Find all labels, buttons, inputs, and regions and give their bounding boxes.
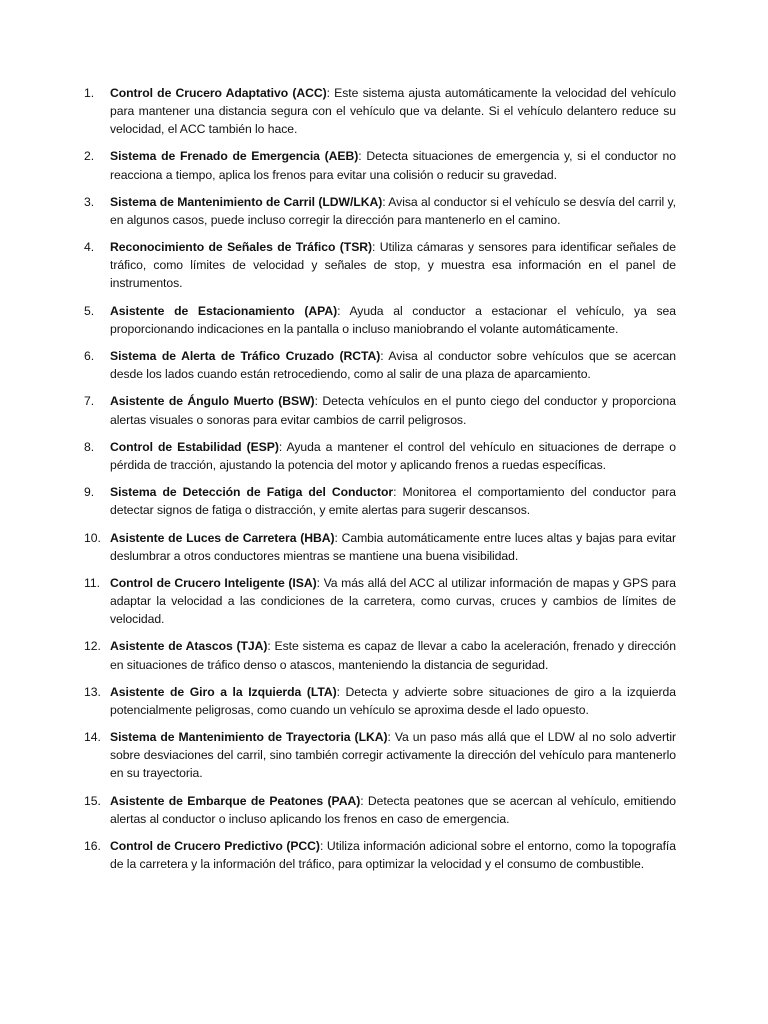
item-term: Asistente de Giro a la Izquierda (LTA) bbox=[110, 684, 337, 699]
list-item bbox=[84, 193, 676, 229]
item-body bbox=[110, 792, 676, 828]
item-body bbox=[110, 683, 676, 719]
item-body bbox=[110, 84, 676, 138]
item-term: Asistente de Atascos (TJA) bbox=[110, 639, 268, 654]
item-term: Control de Crucero Adaptativo (ACC) bbox=[110, 86, 327, 100]
item-term: Control de Estabilidad (ESP) bbox=[110, 439, 279, 454]
numbered-list bbox=[84, 84, 676, 882]
item-term: Sistema de Alerta de Tráfico Cruzado (RCTA) bbox=[110, 349, 381, 364]
item-number: 7. bbox=[84, 394, 95, 409]
item-body bbox=[110, 837, 676, 873]
item-number: 4. bbox=[84, 240, 95, 255]
item-number: 9. bbox=[84, 485, 95, 500]
item-text: : Ayuda al conductor a estacionar el vehículo, ya sea proporcionando indicaciones en la pantalla o incluso maniobrando el volante automáticamente. bbox=[110, 303, 676, 336]
list-item bbox=[84, 347, 676, 383]
item-term: Asistente de Luces de Carretera (HBA) bbox=[110, 530, 335, 545]
item-body bbox=[110, 302, 676, 338]
list-item bbox=[84, 728, 676, 782]
item-body bbox=[110, 347, 676, 383]
list-item bbox=[84, 792, 676, 828]
item-text: : Este sistema ajusta automáticamente la velocidad del vehículo para mantener una distancia segura con el vehículo que va delante. Si el vehículo delantero reduce su velocidad, el ACC también lo hace. bbox=[110, 86, 676, 137]
item-text: : Detecta y advierte sobre situaciones de giro a la izquierda potencialmente peligrosas, como cuando un vehículo se aproxima desde el lado opuesto. bbox=[110, 684, 676, 717]
item-body bbox=[110, 483, 676, 519]
item-number: 10. bbox=[84, 530, 101, 545]
item-term: Sistema de Detección de Fatiga del Conductor bbox=[110, 485, 394, 500]
item-body bbox=[110, 438, 676, 474]
item-term: Sistema de Mantenimiento de Carril (LDW/LKA) bbox=[110, 194, 383, 209]
item-body bbox=[110, 529, 676, 565]
list-item bbox=[84, 483, 676, 519]
item-text: : Detecta situaciones de emergencia y, si el conductor no reacciona a tiempo, aplica los frenos para evitar una colisión o reducir su gravedad. bbox=[110, 149, 676, 182]
list-item bbox=[84, 392, 676, 428]
item-term: Control de Crucero Predictivo (PCC) bbox=[110, 839, 320, 853]
list-item bbox=[84, 837, 676, 873]
list-item bbox=[84, 683, 676, 719]
item-body bbox=[110, 728, 676, 782]
item-text: : Va más allá del ACC al utilizar información de mapas y GPS para adaptar la velocidad a las condiciones de la carretera, como curvas, cruces y cambios de límites de velocidad. bbox=[110, 575, 676, 627]
list-item bbox=[84, 84, 676, 138]
list-item bbox=[84, 529, 676, 565]
item-text: : Avisa al conductor si el vehículo se desvía del carril y, en algunos casos, puede incluso corregir la dirección para mantenerlo en el camino. bbox=[110, 194, 676, 227]
item-number: 15. bbox=[84, 793, 101, 808]
item-number: 5. bbox=[84, 303, 95, 318]
item-term: Asistente de Ángulo Muerto (BSW) bbox=[110, 394, 315, 409]
item-text: : Va un paso más allá que el LDW al no solo advertir sobre desviaciones del carril, sino también corregir activamente la dirección del vehículo para mantenerlo en su trayectoria. bbox=[110, 730, 676, 781]
item-text: : Detecta peatones que se acercan al vehículo, emitiendo alertas al conductor o incluso aplicando los frenos en caso de emergencia. bbox=[110, 793, 676, 826]
item-text: : Este sistema es capaz de llevar a cabo la aceleración, frenado y dirección en situaciones de tráfico denso o atascos, manteniendo la distancia de seguridad. bbox=[110, 639, 676, 672]
list-item bbox=[84, 637, 676, 673]
list-item bbox=[84, 302, 676, 338]
item-body bbox=[110, 193, 676, 229]
item-text: : Detecta vehículos en el punto ciego del conductor y proporciona alertas visuales o sonoras para evitar cambios de carril peligrosos. bbox=[110, 394, 676, 427]
item-number: 13. bbox=[84, 684, 101, 699]
item-number: 11. bbox=[84, 575, 101, 590]
list-item bbox=[84, 147, 676, 183]
item-term: Sistema de Frenado de Emergencia (AEB) bbox=[110, 149, 359, 164]
item-number: 14. bbox=[84, 730, 101, 745]
item-text: : Ayuda a mantener el control del vehículo en situaciones de derrape o pérdida de tracción, ajustando la potencia del motor y aplicando frenos a ruedas específicas. bbox=[110, 439, 677, 472]
item-number: 8. bbox=[84, 439, 95, 454]
item-number: 16. bbox=[84, 839, 101, 853]
item-text: : Monitorea el comportamiento del conductor para detectar signos de fatiga o distracción, y emite alertas para sugerir descansos. bbox=[110, 485, 676, 518]
item-body bbox=[110, 392, 676, 428]
item-body bbox=[110, 637, 676, 673]
item-term: Asistente de Estacionamiento (APA) bbox=[110, 303, 338, 318]
item-body bbox=[110, 147, 676, 183]
list-item bbox=[84, 238, 676, 292]
item-number: 2. bbox=[84, 149, 95, 164]
list-item bbox=[84, 574, 676, 628]
item-number: 1. bbox=[84, 86, 95, 100]
item-body bbox=[110, 574, 676, 628]
item-term: Control de Crucero Inteligente (ISA) bbox=[110, 575, 317, 590]
item-text: : Avisa al conductor sobre vehículos que se acercan desde los lados cuando están retrocediendo, como al salir de una plaza de aparcamiento. bbox=[110, 349, 676, 382]
item-term: Reconocimiento de Señales de Tráfico (TSR) bbox=[110, 240, 373, 255]
item-term: Sistema de Mantenimiento de Trayectoria (LKA) bbox=[110, 730, 388, 745]
item-term: Asistente de Embarque de Peatones (PAA) bbox=[110, 793, 361, 808]
item-body bbox=[110, 238, 676, 292]
item-number: 3. bbox=[84, 194, 95, 209]
item-number: 12. bbox=[84, 639, 101, 654]
list-item bbox=[84, 438, 676, 474]
item-text: : Utiliza información adicional sobre el entorno, como la topografía de la carretera y la información del tráfico, para optimizar la velocidad y el consumo de combustible. bbox=[110, 839, 676, 872]
item-text: : Cambia automáticamente entre luces altas y bajas para evitar deslumbrar a otros conductores mientras se mantiene una buena visibilidad. bbox=[110, 530, 676, 563]
item-text: : Utiliza cámaras y sensores para identificar señales de tráfico, como límites de velocidad y señales de stop, y muestra esa información en el panel de instrumentos. bbox=[110, 240, 676, 291]
item-number: 6. bbox=[84, 349, 95, 364]
